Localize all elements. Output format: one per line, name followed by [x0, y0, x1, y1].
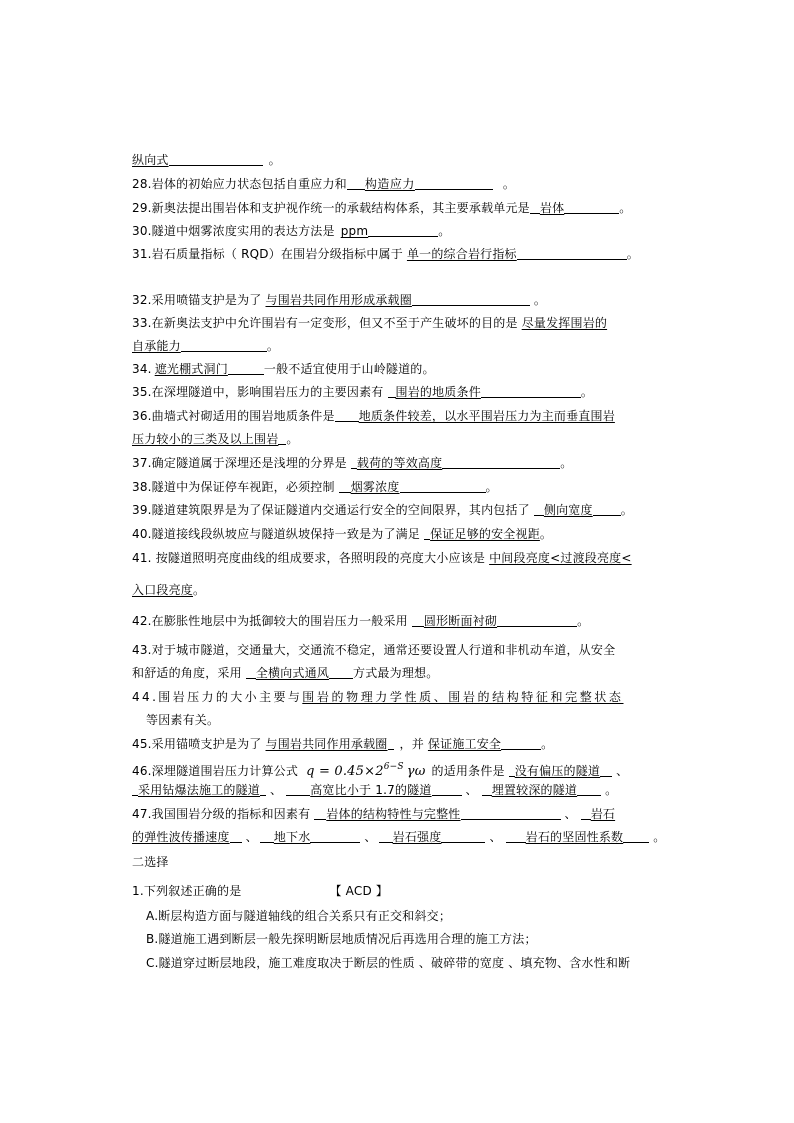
answer-text: 压力较小的三类及以上围岩	[132, 432, 279, 446]
punct: 。	[577, 614, 590, 628]
question-35	[132, 384, 593, 400]
question-33-cont	[132, 338, 279, 354]
punct: 。	[653, 830, 666, 844]
answer-text: 岩体	[539, 201, 565, 215]
question-41	[132, 550, 632, 566]
answer-text: 围岩的地质条件	[395, 385, 481, 399]
question-text: 40.隧道接线段纵坡应与隧道纵坡保持一致是为了满足	[132, 527, 421, 541]
mc-question-1	[132, 883, 388, 899]
question-text: 32.采用喷锚支护是为了	[132, 293, 262, 307]
punct: 、	[465, 783, 478, 797]
question-text: 1.下列叙述正确的是	[132, 884, 242, 898]
blank-line	[169, 153, 263, 166]
question-text: 47.我国围岩分级的指标和因素有	[132, 807, 311, 821]
answer-text: 载荷的等效高度	[356, 456, 443, 470]
question-28	[132, 176, 515, 192]
punct: 。	[620, 503, 633, 517]
pressure-formula: $q = 0.45\times 2^{6-S}$ γω	[306, 762, 426, 779]
question-text: 46.深埋隧道围岩压力计算公式	[132, 764, 299, 778]
punct: 。	[541, 737, 554, 751]
answer-text: 全横向式通风	[255, 666, 330, 680]
question-text: 和舒适的角度，采用	[132, 666, 242, 680]
punct: 、	[270, 783, 283, 797]
question-text: 45.采用锚喷支护是为了	[132, 737, 262, 751]
question-text: 28.岩体的初始应力状态包括自重应力和	[132, 177, 347, 191]
punct: 、	[564, 807, 577, 821]
punct: 。	[619, 201, 632, 215]
question-44	[132, 689, 624, 705]
question-47-cont	[132, 829, 665, 845]
answer-text: 岩石强度	[392, 830, 442, 844]
answer-text: 圆形断面衬砌	[423, 614, 498, 628]
section-title: 二选择	[132, 855, 169, 869]
question-32	[132, 292, 546, 308]
option-text: C.隧道穿过断层地段，施工难度取决于断层的性质 、破碎带的宽度 、填充物、含水性和断	[146, 956, 631, 970]
answer-text: 单一的综合岩行指标	[406, 247, 517, 261]
question-38	[132, 479, 498, 495]
punct: 。	[485, 480, 498, 494]
question-33	[132, 315, 607, 331]
question-43	[132, 642, 615, 658]
answer-text: 埋置较深的隧道	[491, 783, 578, 797]
answer-text: 保证足够的安全视距	[430, 527, 540, 541]
question-text: 37.确定隧道属于深埋还是浅埋的分界是	[132, 456, 347, 470]
punct: 、	[616, 764, 629, 778]
answer-text: 没有偏压的隧道	[514, 764, 601, 778]
question-text: 44.围岩压力的大小主要与	[132, 690, 303, 704]
punct: 。	[438, 224, 451, 238]
answer-text: 高宽比小于 1.7的隧道	[310, 783, 432, 797]
question-text: 36.曲墙式衬砌适用的围岩地质条件是	[132, 409, 335, 423]
punct: 。	[626, 247, 639, 261]
punct: 、	[245, 830, 258, 844]
question-30	[132, 223, 450, 239]
punct: 。	[502, 177, 516, 191]
question-46	[132, 759, 628, 780]
answer-text: 烟雾浓度	[350, 480, 400, 494]
answer-text: 尽量发挥围岩的	[521, 316, 608, 330]
question-text: 43.对于城市隧道，交通量大，交通流不稳定，通常还要设置人行道和非机动车道，从安全	[132, 643, 616, 657]
punct: 。	[266, 339, 280, 353]
answer-text: 岩石的坚固性系数	[525, 830, 624, 844]
punct: 、	[364, 830, 377, 844]
answer-text: ppm	[340, 224, 369, 238]
punct: 。	[533, 293, 547, 307]
punct: 。	[193, 583, 206, 597]
question-45	[132, 736, 553, 752]
line-continuation-1	[132, 152, 281, 168]
question-text: 等因素有关。	[146, 713, 220, 727]
punct: 。	[580, 385, 594, 399]
answer-text: 地质条件较差，以水平围岩压力为主而垂直围岩	[358, 409, 615, 423]
answer-text: 入口段亮度	[132, 583, 194, 597]
question-text: 42.在膨胀性地层中为抵御较大的围岩压力一般采用	[132, 614, 408, 628]
answer-text: 与围岩共同作用形成承载圈	[265, 293, 412, 307]
answer-text: 保证施工安全	[427, 737, 502, 751]
question-36	[132, 408, 615, 424]
punct: 。	[560, 456, 573, 470]
answer-text: 自承能力	[132, 339, 181, 353]
answer-bracket: 【 ACD 】	[329, 884, 389, 898]
answer-text: 纵向式	[132, 153, 169, 167]
question-text: 方式最为理想。	[353, 666, 439, 680]
punct: 、	[489, 830, 502, 844]
question-46-cont	[132, 782, 617, 798]
answer-text: 的弹性波传播速度	[132, 830, 230, 844]
answer-text: 与围岩共同作用承载圈	[265, 737, 388, 751]
question-29	[132, 200, 632, 216]
question-43-cont	[132, 665, 438, 681]
question-text: 41. 按隧道照明亮度曲线的组成要求，各照明段的亮度大小应该是	[132, 551, 486, 565]
question-41-cont	[132, 582, 205, 598]
option-b	[146, 931, 537, 947]
question-37	[132, 455, 573, 471]
question-text: 33.在新奥法支护中允许围岩有一定变形，但又不至于产生破坏的目的是	[132, 316, 518, 330]
question-44-cont	[146, 712, 219, 728]
section-heading	[132, 854, 169, 870]
answer-text: 侧向宽度	[543, 503, 593, 517]
option-text: A.断层构造方面与隧道轴线的组合关系只有正交和斜交；	[146, 909, 452, 923]
question-text: 的适用条件是	[431, 764, 505, 778]
question-31	[132, 246, 639, 262]
question-36-cont	[132, 431, 299, 447]
question-text: 38.隧道中为保证停车视距，必须控制	[132, 480, 335, 494]
question-text: 一般不适宜使用于山岭隧道的。	[263, 362, 435, 376]
answer-text: 遮光棚式洞门	[154, 362, 228, 376]
punct: 。	[605, 783, 618, 797]
option-c	[146, 955, 630, 971]
question-number: 34.	[132, 362, 152, 376]
answer-text: 构造应力	[364, 177, 415, 191]
question-39	[132, 502, 633, 518]
answer-text: 岩体的结构特性与完整性	[326, 807, 461, 821]
question-text: 30.隧道中烟雾浓度实用的表达方法是	[132, 224, 335, 238]
question-34	[132, 361, 435, 377]
question-text: 29.新奥法提出围岩体和支护视作统一的承载结构体系，其主要承载单元是	[132, 201, 530, 215]
answer-text: 围岩的物理力学性质、围岩的结构特征和完整状态	[302, 690, 624, 704]
answer-text: 采用钻爆法施工的隧道	[138, 783, 261, 797]
punct: 。	[286, 432, 299, 446]
punct: 。	[539, 527, 553, 541]
answer-text: 地下水	[273, 830, 311, 844]
question-text: 31.岩石质量指标（ RQD）在围岩分级指标中属于	[132, 247, 403, 261]
question-42	[132, 613, 589, 629]
question-text: ，并	[399, 737, 424, 751]
question-47	[132, 806, 615, 822]
option-text: B.隧道施工遇到断层一般先探明断层地质情况后再选用合理的施工方法；	[146, 932, 537, 946]
question-text: 35.在深埋隧道中，影响围岩压力的主要因素有	[132, 385, 384, 399]
question-text: 39.隧道建筑限界是为了保证隧道内交通运行安全的空间限界，其内包括了	[132, 503, 530, 517]
answer-text: 中间段亮度<过渡段亮度<	[489, 551, 632, 565]
answer-text: 岩石	[590, 807, 616, 821]
punct: 。	[268, 153, 281, 167]
option-a	[146, 908, 451, 924]
question-40	[132, 526, 552, 542]
